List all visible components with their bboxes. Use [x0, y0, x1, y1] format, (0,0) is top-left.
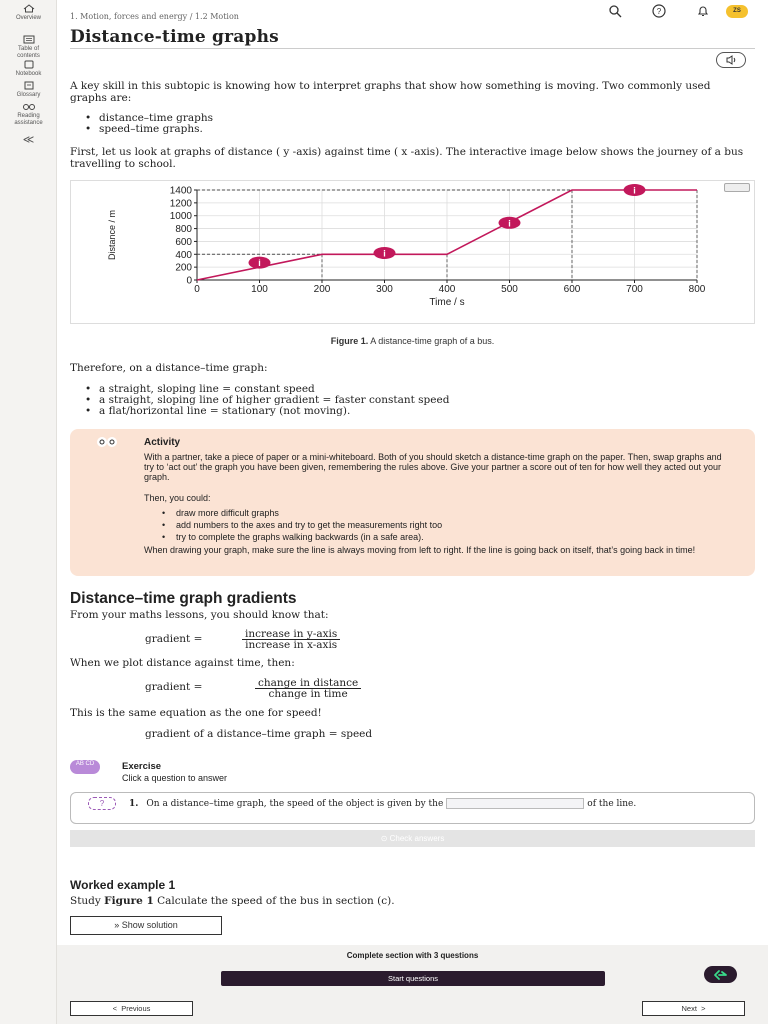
equation-2-numerator: change in distance	[255, 678, 361, 689]
contents-icon	[23, 35, 35, 44]
x-tick-label: 300	[376, 284, 393, 295]
bell-icon[interactable]	[696, 4, 710, 18]
glossary-icon	[23, 81, 35, 90]
figure-caption-label: Figure 1.	[330, 336, 369, 346]
x-tick-label: 400	[438, 284, 456, 295]
equation-1-numerator: increase in y-axis	[242, 629, 340, 640]
activity-then: Then, you could:	[144, 493, 211, 503]
info-hotspot-label: i	[508, 218, 511, 229]
page-title: Distance-time graphs	[70, 27, 279, 47]
assistant-button[interactable]	[704, 966, 737, 983]
left-rail	[0, 0, 57, 1024]
rail-notebook[interactable]	[0, 60, 57, 78]
y-tick-label: 400	[175, 249, 192, 261]
worked-text-figure: Figure 1	[104, 895, 154, 907]
search-icon[interactable]	[608, 4, 622, 18]
speed-paragraph: This is the same equation as the one for speed!	[70, 707, 322, 719]
check-icon: ⊙	[380, 834, 390, 843]
gradients-paragraph: From your maths lessons, you should know that:	[70, 609, 329, 621]
rail-notebook-label: Notebook	[15, 71, 42, 77]
list-item: • distance–time graphs	[85, 113, 213, 124]
x-axis-label: Time / s	[429, 297, 465, 308]
gradients-heading: Distance–time graph gradients	[70, 590, 297, 607]
info-hotspot-label: i	[383, 248, 386, 259]
list-item: • add numbers to the axes and try to get the measurements right too	[162, 519, 442, 531]
question-icon: ?	[88, 797, 116, 810]
rail-glossary-label: Glossary	[16, 92, 41, 98]
next-arrow-icon: >	[696, 1004, 706, 1013]
complete-section-text: Complete section with 3 questions	[346, 951, 479, 960]
breadcrumb[interactable]: 1. Motion, forces and energy / 1.2 Motion	[70, 12, 239, 21]
fullscreen-icon[interactable]	[724, 183, 750, 192]
y-tick-label: 200	[175, 262, 192, 274]
list-item: • speed–time graphs.	[85, 124, 213, 135]
y-tick-label: 1200	[169, 198, 192, 210]
x-tick-label: 200	[313, 284, 331, 295]
question-after: of the line.	[587, 799, 637, 809]
exercise-subtitle: Click a question to answer	[122, 773, 228, 783]
previous-button[interactable]	[70, 1001, 193, 1016]
previous-arrow-icon: <	[112, 1004, 122, 1013]
worked-text-before: Study	[70, 895, 105, 907]
intro-paragraph: A key skill in this subtopic is knowing how to interpret graphs that show how something is moving. Two commonly used graphs are:	[70, 80, 711, 104]
figure-caption	[70, 336, 755, 346]
list-item: • a straight, sloping line = constant speed	[85, 384, 449, 395]
show-solution-button[interactable]: » Show solution	[70, 916, 222, 935]
list-item: • try to complete the graphs walking backwards (in a safe area).	[162, 531, 442, 543]
rail-glossary[interactable]	[0, 81, 57, 99]
title-divider	[70, 48, 755, 49]
x-tick-label: 0	[194, 284, 200, 295]
question-text	[129, 798, 739, 810]
y-axis-label: Distance / m	[107, 209, 117, 261]
rules-list	[85, 384, 449, 417]
x-tick-label: 600	[563, 284, 581, 295]
list-item: • a straight, sloping line of higher gradient = faster constant speed	[85, 395, 449, 406]
y-tick-label: 600	[175, 236, 192, 248]
info-hotspot-label: i	[258, 258, 261, 269]
bottom-bar	[57, 945, 768, 1024]
exercise-badge: AB CD	[70, 760, 100, 774]
rail-table-of-contents[interactable]	[0, 35, 57, 60]
collapse-rail-icon[interactable]: ≪	[22, 134, 35, 146]
y-tick-label: 1000	[169, 211, 192, 223]
x-tick-label: 500	[501, 284, 518, 295]
rail-reading-assistance[interactable]	[0, 102, 57, 127]
equation-2-denominator: change in time	[268, 688, 348, 700]
main-content	[57, 0, 768, 1024]
list-item: • a flat/horizontal line = stationary (not moving).	[85, 406, 449, 417]
x-tick-label: 800	[688, 284, 706, 295]
x-tick-label: 100	[251, 284, 268, 295]
worked-text-after: Calculate the speed of the bus in section (c).	[153, 895, 395, 907]
check-answers-label: Check answers	[389, 834, 445, 843]
y-tick-label: 800	[175, 224, 192, 236]
therefore-paragraph: Therefore, on a distance–time graph:	[70, 362, 268, 374]
rail-overview-label: Overview	[15, 15, 41, 21]
question-number: 1.	[129, 799, 139, 809]
answer-input[interactable]	[446, 798, 584, 809]
worked-example-heading: Worked example 1	[70, 878, 176, 892]
question-before: On a distance–time graph, the speed of the object is given by the	[146, 799, 444, 809]
graph-intro-paragraph: First, let us look at graphs of distance ( y -axis) against time ( x -axis). The interactive image below shows the journey of a bus travelling to school.	[70, 146, 744, 170]
worked-example-text	[70, 895, 750, 907]
help-icon[interactable]	[651, 4, 667, 18]
rail-reading-label: Reading assistance	[14, 113, 43, 126]
equation-1-fraction	[242, 629, 340, 650]
figure-caption-text: A distance-time graph of a bus.	[368, 336, 495, 346]
top-toolbar	[608, 4, 758, 20]
activity-note: When drawing your graph, make sure the line is always moving from left to right. If the line is going back on itself, that’s going back in time!	[144, 545, 696, 555]
previous-label: Previous	[121, 1004, 151, 1013]
rail-overview[interactable]	[0, 4, 57, 22]
x-tick-label: 700	[626, 284, 643, 295]
notebook-icon	[23, 60, 35, 69]
equation-1-denominator: increase in x-axis	[245, 639, 338, 651]
home-icon	[23, 4, 35, 13]
list-item: • draw more difficult graphs	[162, 507, 442, 519]
equation-2-label: gradient =	[145, 681, 203, 693]
info-hotspot-label: i	[633, 185, 636, 196]
activity-box	[70, 429, 755, 576]
plot-paragraph: When we plot distance against time, then:	[70, 657, 295, 669]
activity-title: Activity	[144, 437, 181, 448]
intro-list	[85, 113, 213, 135]
svg-text:?: ?	[656, 7, 662, 16]
equation-3: gradient of a distance–time graph = speed	[145, 728, 373, 740]
chart-svg	[71, 181, 754, 323]
user-avatar[interactable]: ZS	[726, 5, 748, 18]
exercise-title: Exercise	[122, 761, 162, 772]
equation-2-fraction	[255, 678, 361, 699]
glasses-icon	[22, 102, 36, 111]
check-answers-button[interactable]	[70, 830, 755, 847]
rail-toc-label: Table of contents	[17, 46, 40, 59]
y-tick-label: 1400	[169, 185, 192, 197]
speaker-icon	[717, 53, 745, 67]
start-questions-button[interactable]: Start questions	[221, 971, 605, 986]
activity-paragraph: With a partner, take a piece of paper or a mini-whiteboard. Both of you should sketch a distance-time graph on the paper. Then, swap graphs and try to ‘act out’ the graph you have been given, remembering the rules above. Give your partner a score out of ten for how well they acted out your graph.	[144, 452, 722, 482]
activity-icon	[94, 435, 122, 449]
activity-list	[162, 507, 442, 543]
assistant-icon	[704, 966, 737, 983]
read-aloud-button[interactable]	[716, 52, 746, 68]
y-tick-label: 0	[186, 275, 192, 287]
equation-1-label: gradient =	[145, 633, 203, 645]
question-1[interactable]	[70, 792, 755, 824]
next-label: Next	[681, 1004, 697, 1013]
distance-time-chart	[70, 180, 755, 324]
next-button[interactable]	[642, 1001, 745, 1016]
